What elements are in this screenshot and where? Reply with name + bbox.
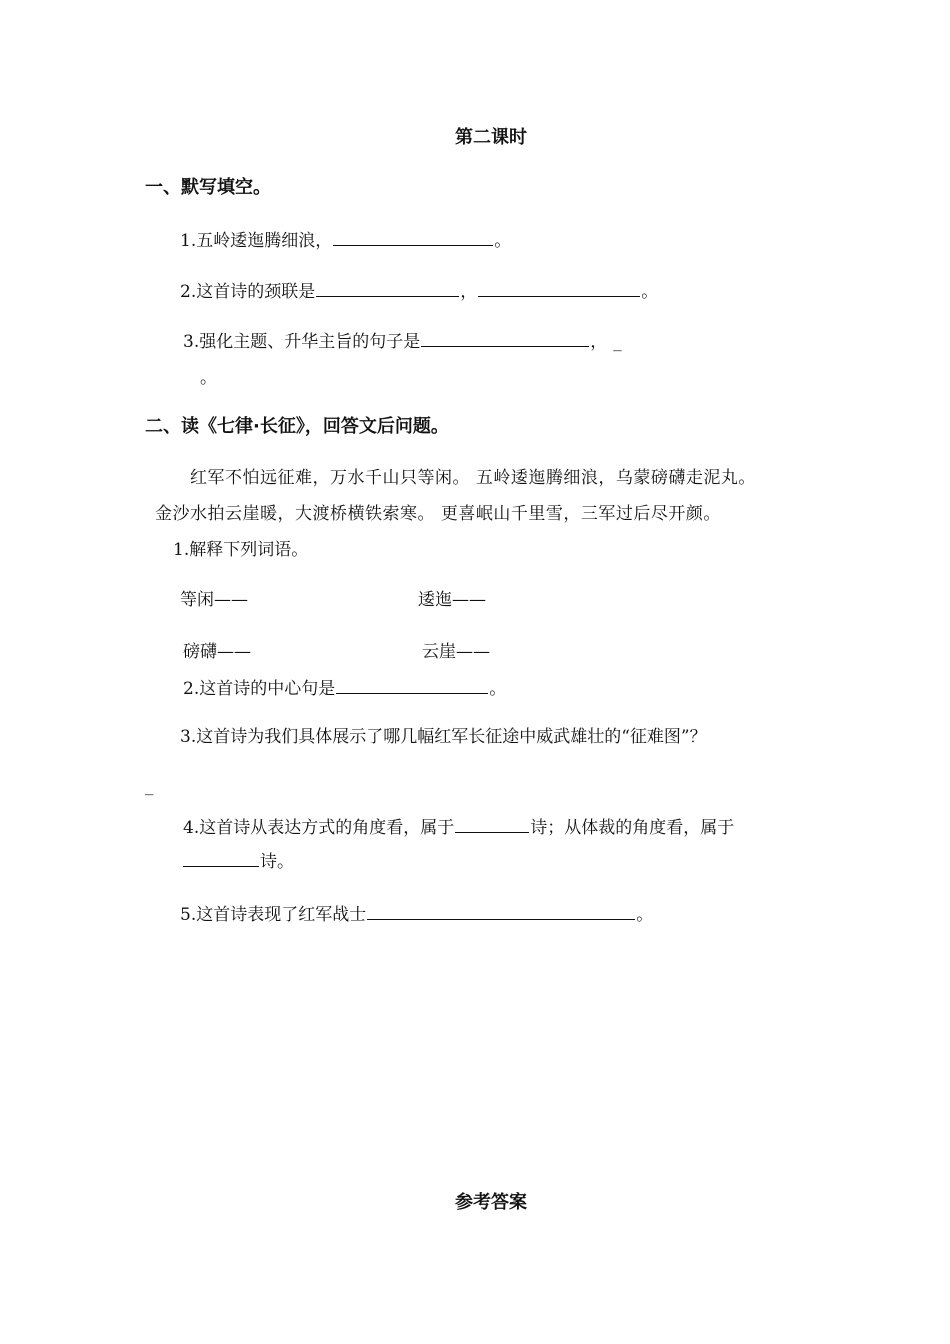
s1-q2-blank-1[interactable]	[316, 278, 459, 297]
term-pangbo: 磅礴——	[183, 642, 251, 662]
s1-q1-suffix: 。	[494, 231, 512, 251]
s2-q4-blank-2[interactable]	[183, 848, 259, 867]
s2-question-3: 3.这首诗为我们具体展示了哪几幅红军长征途中威武雄壮的“征难图”？	[180, 727, 707, 747]
s2-question-4-line-1	[183, 814, 734, 840]
s2-q4-blank-1[interactable]	[455, 814, 529, 833]
s2-question-2	[183, 675, 506, 701]
page-title: 第二课时	[455, 127, 527, 148]
s2-q2-suffix: 。	[489, 679, 507, 699]
s1-q3-blank[interactable]	[421, 328, 589, 347]
s2-q4-part1: 4.这首诗从表达方式的角度看，属于	[183, 818, 455, 838]
s2-q3-answer-mark[interactable]: _	[145, 776, 154, 796]
s2-q2-prefix: 2.这首诗的中心句是	[183, 679, 336, 699]
s2-q4-part2: 诗；从体裁的角度看，属于	[530, 818, 735, 838]
s1-q2-prefix: 2.这首诗的颈联是	[180, 282, 316, 302]
s1-q1-blank[interactable]	[333, 227, 493, 246]
s2-q5-blank[interactable]	[367, 901, 635, 920]
section2-heading: 二、读《七律·长征》，回答文后问题。	[145, 416, 449, 437]
s2-q5-prefix: 5.这首诗表现了红军战士	[180, 905, 367, 925]
s2-q5-suffix: 。	[636, 905, 654, 925]
s1-q3-end: 。	[200, 368, 217, 388]
s1-q3-tail: _	[613, 332, 622, 352]
poem-line-1: 红军不怕远征难，万水千山只等闲。 五岭逶迤腾细浪，乌蒙磅礴走泥丸。	[190, 468, 756, 488]
s1-question-2	[180, 278, 658, 304]
s1-q2-sep: ，	[460, 282, 478, 302]
s2-q4-part3: 诗。	[260, 852, 294, 872]
s1-q1-prefix: 1.五岭逶迤腾细浪，	[180, 231, 333, 251]
section1-heading: 一、默写填空。	[145, 177, 271, 198]
s1-q2-suffix: 。	[641, 282, 659, 302]
s1-question-3	[183, 328, 622, 354]
s2-q1-label: 1.解释下列词语。	[173, 540, 309, 560]
s1-q3-prefix: 3.强化主题、升华主旨的句子是	[183, 332, 421, 352]
poem-line-2: 金沙水拍云崖暖，大渡桥横铁索寒。 更喜岷山千里雪，三军过后尽开颜。	[155, 504, 721, 524]
s1-q2-blank-2[interactable]	[478, 278, 640, 297]
s1-q3-sep: ，	[590, 332, 608, 352]
term-dengxian: 等闲——	[180, 590, 248, 610]
s1-question-1	[180, 227, 511, 253]
answer-key-title: 参考答案	[455, 1192, 527, 1213]
s2-q2-blank[interactable]	[336, 675, 488, 694]
term-yunya: 云崖——	[422, 642, 490, 662]
s2-question-4-line-2	[182, 848, 294, 874]
s2-question-5	[180, 901, 653, 927]
term-weiyi: 逶迤——	[418, 590, 486, 610]
